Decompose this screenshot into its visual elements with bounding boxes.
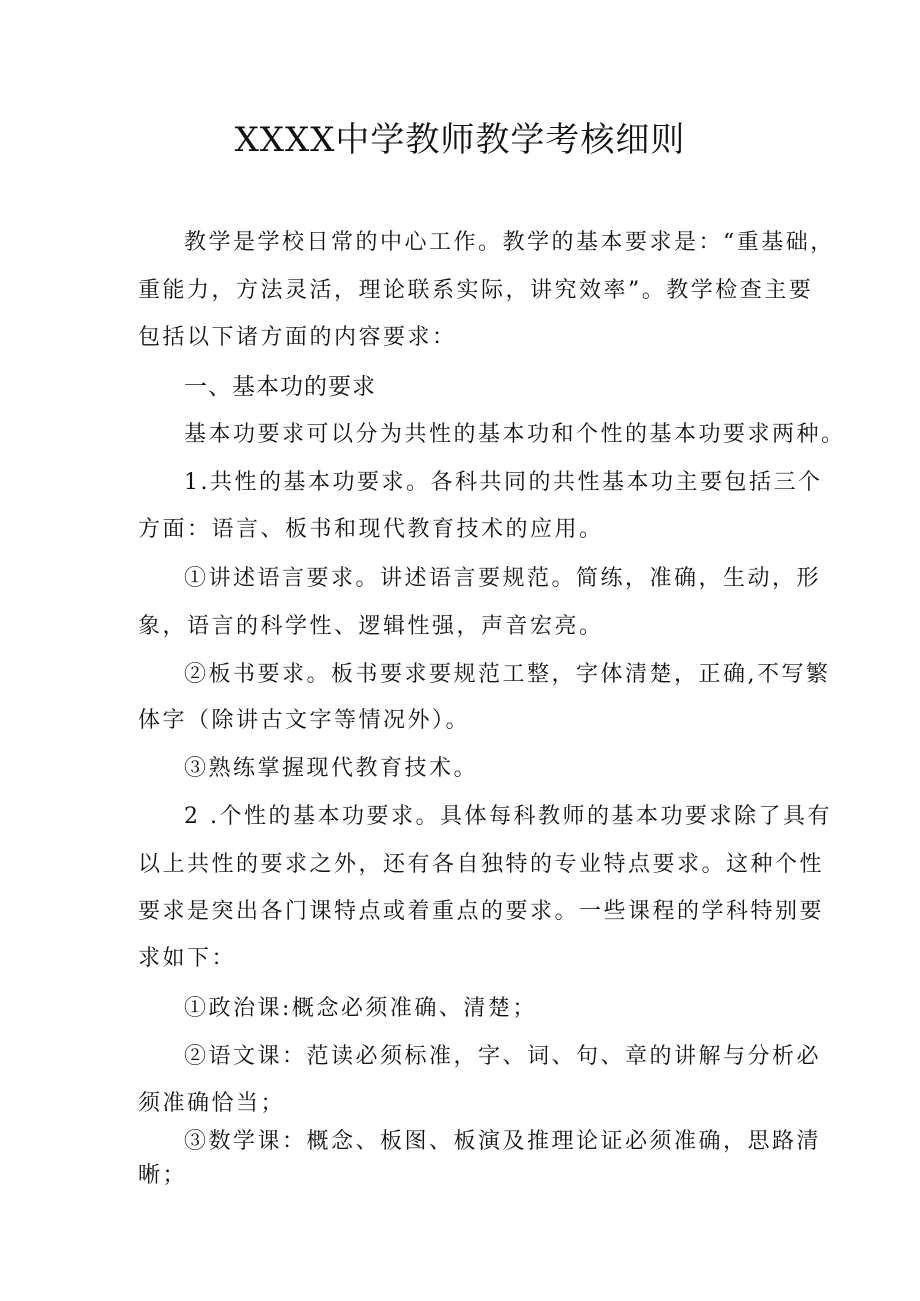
section-heading: 一、基本功的要求	[184, 374, 376, 400]
paragraph-line: 须准确恰当；	[138, 1091, 286, 1116]
paragraph-line: 象，语言的科学性、逻辑性强，声音宏亮。	[138, 614, 604, 639]
paragraph-line: ②板书要求。板书要求要规范工整，字体清楚，正确,不写繁	[184, 662, 831, 687]
paragraph-line: 体字（除讲古文字等情况外）。	[138, 708, 471, 733]
paragraph-line: 重能力，方法灵活，理论联系实际，讲究效率”。教学检查主要	[138, 278, 814, 303]
paragraph-line: 要求是突出各门课特点或着重点的要求。一些课程的学科特别要	[138, 899, 825, 924]
paragraph-line: 晰；	[138, 1163, 188, 1188]
paragraph-line: 方面：语言、板书和现代教育技术的应用。	[138, 517, 604, 542]
paragraph-line: 1.共性的基本功要求。各科共同的共性基本功主要包括三个	[184, 470, 823, 495]
paragraph-line: 基本功要求可以分为共性的基本功和个性的基本功要求两种。	[184, 422, 846, 447]
paragraph-line: 包括以下诸方面的内容要求：	[138, 325, 457, 350]
paragraph-line: ①讲述语言要求。讲述语言要规范。简练，准确，生动，形	[184, 566, 822, 591]
paragraph-line: 教学是学校日常的中心工作。教学的基本要求是：“重基础，	[184, 230, 835, 255]
paragraph-line: 求如下：	[138, 946, 237, 971]
paragraph-line: 2 .个性的基本功要求。具体每科教师的基本功要求除了具有	[184, 804, 832, 829]
document-title: XXXX中学教师教学考核细则	[234, 120, 686, 160]
paragraph-line: ①政治课:概念必须准确、清楚；	[184, 996, 537, 1021]
paragraph-line: ③熟练掌握现代教育技术。	[184, 756, 479, 781]
paragraph-line: ②语文课：范读必须标准，字、词、句、章的讲解与分析必	[184, 1044, 822, 1069]
paragraph-line: 以上共性的要求之外，还有各自独特的专业特点要求。这种个性	[138, 852, 825, 877]
paragraph-line: ③数学课：概念、板图、板演及推理论证必须准确，思路清	[184, 1129, 822, 1154]
